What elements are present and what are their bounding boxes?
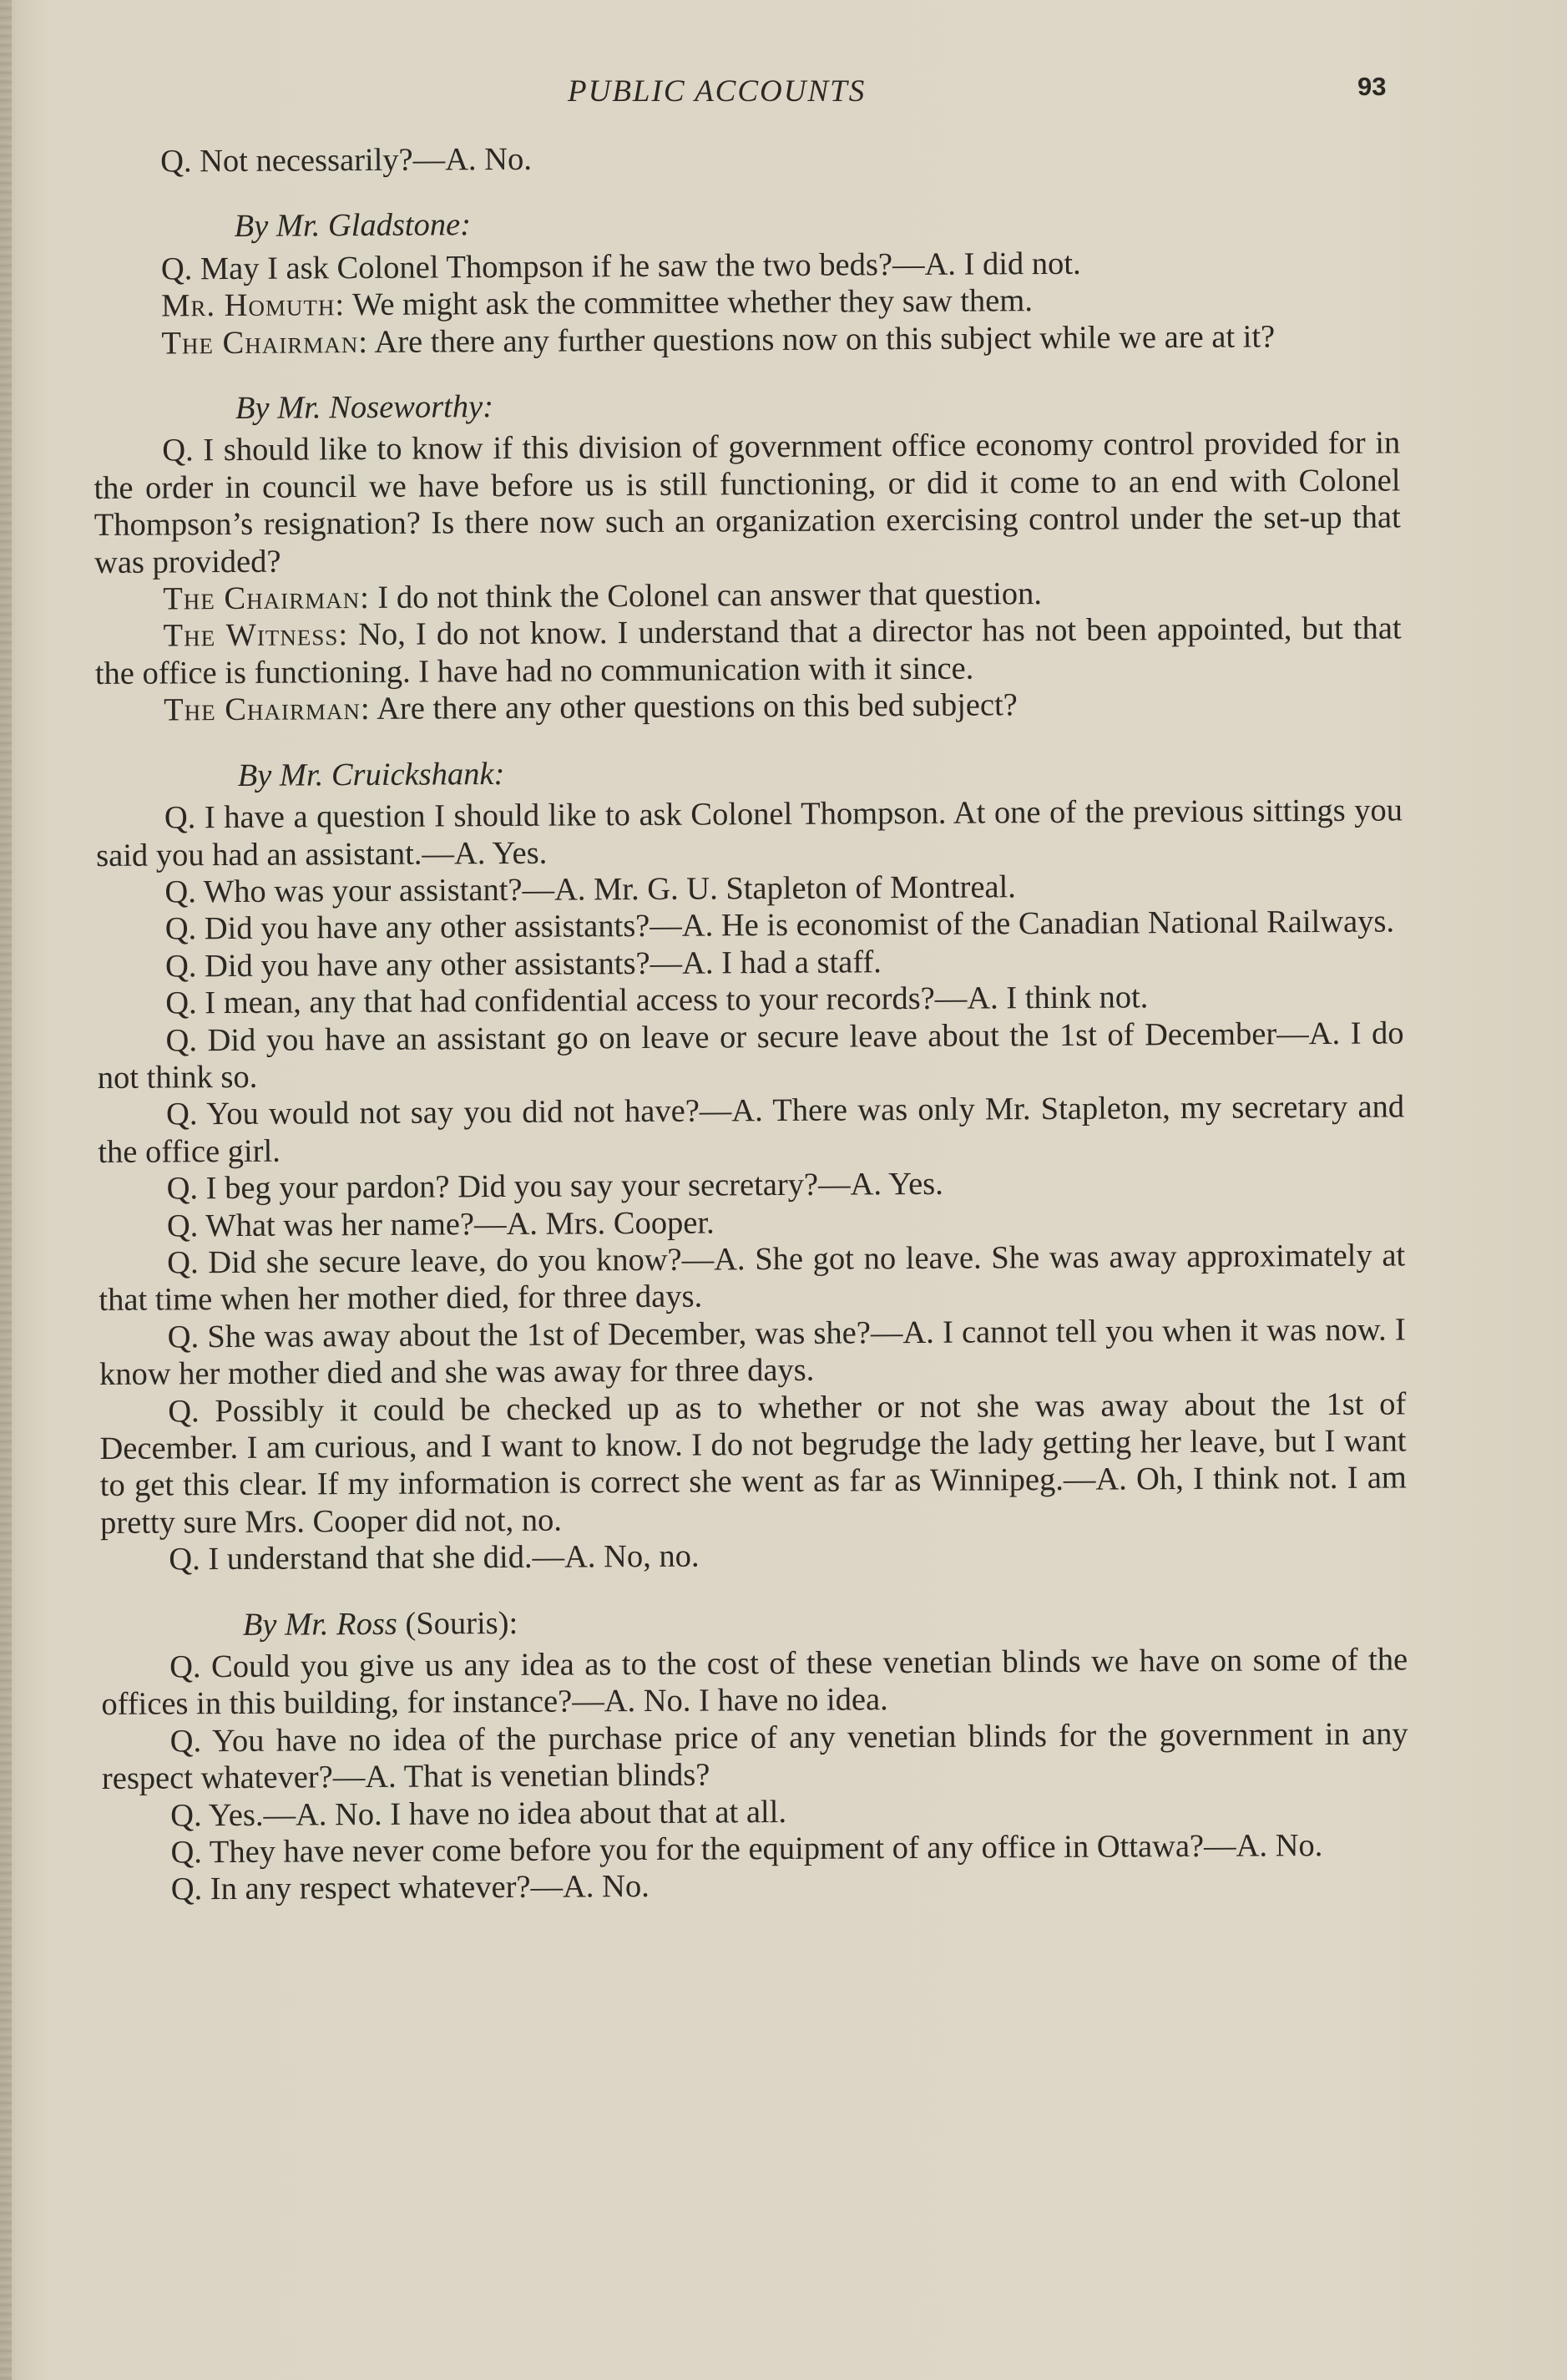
- speaker-name: The Chairman:: [161, 324, 369, 362]
- heading-riding: (Souris):: [397, 1605, 518, 1642]
- page-header: [0, 73, 1567, 115]
- speech-text: No, I do not know. I understand that a director has not been appointed, but that the office is functioning. I have had no communication with it since.: [94, 610, 1402, 691]
- paragraph: Q. What was her name?—A. Mrs. Cooper.: [166, 1205, 715, 1244]
- paragraph: Q. Yes.—A. No. I have no idea about that at all.: [170, 1794, 787, 1834]
- paragraph: Q. Not necessarily?—A. No.: [160, 141, 533, 180]
- heading-name: By Mr. Ross: [242, 1606, 397, 1643]
- paragraph: Q. I beg your pardon? Did you say your secretary?—A. Yes.: [166, 1166, 943, 1207]
- paragraph: Q. Did you have any other assistants?—A. I had a staff.: [164, 944, 882, 985]
- paragraph: Q. She was away about the 1st of December, was she?—A. I cannot tell you when it was now. I know her mother died and she was away for three days.: [99, 1312, 1406, 1393]
- paragraph: Q. Did she secure leave, do you know?—A. She got no leave. She was away approximately at that time when her mother died, for three days.: [99, 1238, 1406, 1319]
- paragraph: Q. You would not say you did not have?—A. There was only Mr. Stapleton, my secretary and the office girl.: [98, 1089, 1405, 1170]
- paragraph: Q. Possibly it could be checked up as to whether or not she was away about the 1st of December. I am curious, and I want to know. I do not begrudge the lady getting her leave, but I want to get this clear. If my information is correct she went as far as Winnipeg.—A. Oh, I think not. I am pretty sure Mrs. Cooper did not, no.: [99, 1386, 1407, 1541]
- binding-edge: [0, 0, 12, 2380]
- paragraph: Q. Who was your assistant?—A. Mr. G. U. Stapleton of Montreal.: [164, 869, 1016, 910]
- paragraph: Q. You have no idea of the purchase price of any venetian blinds for the government in any respect whatever?—A. That is venetian blinds?: [101, 1716, 1408, 1797]
- section-heading: [101, 1599, 1408, 1644]
- paragraph: Q. Did you have an assistant go on leave or secure leave about the 1st of December—A. I do not think so.: [97, 1015, 1404, 1096]
- speaker-name: The Witness:: [163, 617, 349, 654]
- paragraph: Q. May I ask Colonel Thompson if he saw the two beds?—A. I did not.: [160, 246, 1081, 287]
- section-heading: By Mr. Cruickshank:: [237, 756, 505, 793]
- speaker-name: The Chairman:: [163, 580, 370, 617]
- section-heading: By Mr. Noseworthy:: [235, 389, 494, 426]
- speaker-name: The Chairman:: [164, 691, 371, 728]
- paragraph: Q. I understand that she did.—A. No, no.: [169, 1538, 700, 1577]
- paragraph: [94, 610, 1402, 692]
- section-heading: By Mr. Gladstone:: [234, 207, 472, 245]
- page-number: 93: [1357, 72, 1387, 101]
- paragraph: Q. In any respect whatever?—A. No.: [170, 1869, 650, 1907]
- paragraph: [93, 317, 1399, 362]
- speech-text: Are there any other questions on this bed subject?: [370, 687, 1018, 727]
- transcript-body: [92, 135, 1409, 1908]
- speaker-name: Mr. Homuth:: [161, 287, 346, 324]
- running-title: PUBLIC ACCOUNTS: [568, 74, 867, 109]
- paragraph: [95, 685, 1402, 730]
- paragraph: Q. They have never come before you for the equipment of any office in Ottawa?—A. No.: [170, 1828, 1323, 1871]
- speech-text: Are there any further questions now on this subject while we are at it?: [367, 318, 1276, 360]
- paragraph: Q. I should like to know if this division of government office economy control provided for in the order in council we have before us is still functioning, or did it come to an end with Colonel Thompson’s resignation? Is there now such an organization exercising control under the set-up that was provided?: [94, 425, 1401, 580]
- speech-text: I do not think the Colonel can answer that question.: [369, 576, 1043, 616]
- paragraph: Q. Did you have any other assistants?—A. He is economist of the Canadian National Railways.: [164, 904, 1395, 947]
- paragraph: Q. I have a question I should like to ask Colonel Thompson. At one of the previous sittings you said you had an assistant.—A. Yes.: [96, 792, 1403, 874]
- paragraph: Q. Could you give us any idea as to the cost of these venetian blinds we have on some of the offices in this building, for instance?—A. No. I have no idea.: [101, 1642, 1408, 1723]
- paragraph: Q. I mean, any that had confidential access to your records?—A. I think not.: [165, 980, 1149, 1021]
- speech-text: We might ask the committee whether they saw them.: [345, 283, 1034, 323]
